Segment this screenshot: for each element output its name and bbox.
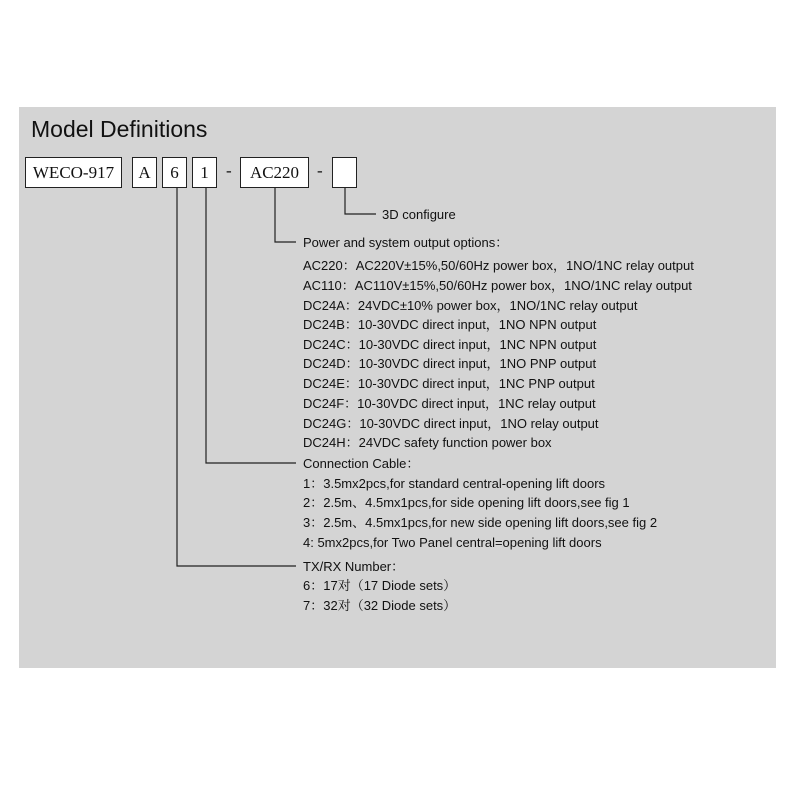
code-prefix-box: WECO-917	[25, 157, 122, 188]
power-option: AC110：AC110V±15%,50/60Hz power box，1NO/1NC relay output	[303, 278, 692, 293]
power-option: DC24A：24VDC±10% power box，1NO/1NC relay output	[303, 298, 638, 313]
power-option: AC220：AC220V±15%,50/60Hz power box，1NO/1NC relay output	[303, 258, 694, 273]
cable-section-title: Connection Cable：	[303, 456, 420, 471]
page-title: Model Definitions	[31, 116, 208, 142]
code-txrx-box: 6	[162, 157, 187, 188]
power-option: DC24B：10-30VDC direct input，1NO NPN output	[303, 317, 597, 332]
power-option: DC24F：10-30VDC direct input，1NC relay output	[303, 396, 596, 411]
txrx-option: 6：17对（17 Diode sets）	[303, 578, 457, 593]
txrx-section-title: TX/RX Number：	[303, 559, 405, 574]
config-label: 3D configure	[382, 207, 456, 222]
code-variant-box: A	[132, 157, 157, 188]
power-section-title: Power and system output options：	[303, 235, 509, 250]
code-power-box: AC220	[240, 157, 309, 188]
power-option: DC24C：10-30VDC direct input，1NC NPN output	[303, 337, 597, 352]
code-separator: -	[226, 161, 232, 180]
power-option: DC24D：10-30VDC direct input，1NO PNP output	[303, 356, 597, 371]
cable-option: 2：2.5m、4.5mx1pcs,for side opening lift doors,see fig 1	[303, 495, 630, 510]
txrx-option: 7：32对（32 Diode sets）	[303, 598, 457, 613]
power-option: DC24H：24VDC safety function power box	[303, 435, 552, 450]
cable-option: 3：2.5m、4.5mx1pcs,for new side opening lift doors,see fig 2	[303, 515, 658, 530]
code-config-box	[332, 157, 357, 188]
code-cable-box: 1	[192, 157, 217, 188]
power-option: DC24E：10-30VDC direct input，1NC PNP output	[303, 376, 595, 391]
cable-option: 1：3.5mx2pcs,for standard central-opening lift doors	[303, 476, 606, 491]
code-separator: -	[317, 161, 323, 180]
power-option: DC24G：10-30VDC direct input，1NO relay output	[303, 416, 599, 431]
cable-option: 4: 5mx2pcs,for Two Panel central=opening lift doors	[303, 535, 602, 550]
